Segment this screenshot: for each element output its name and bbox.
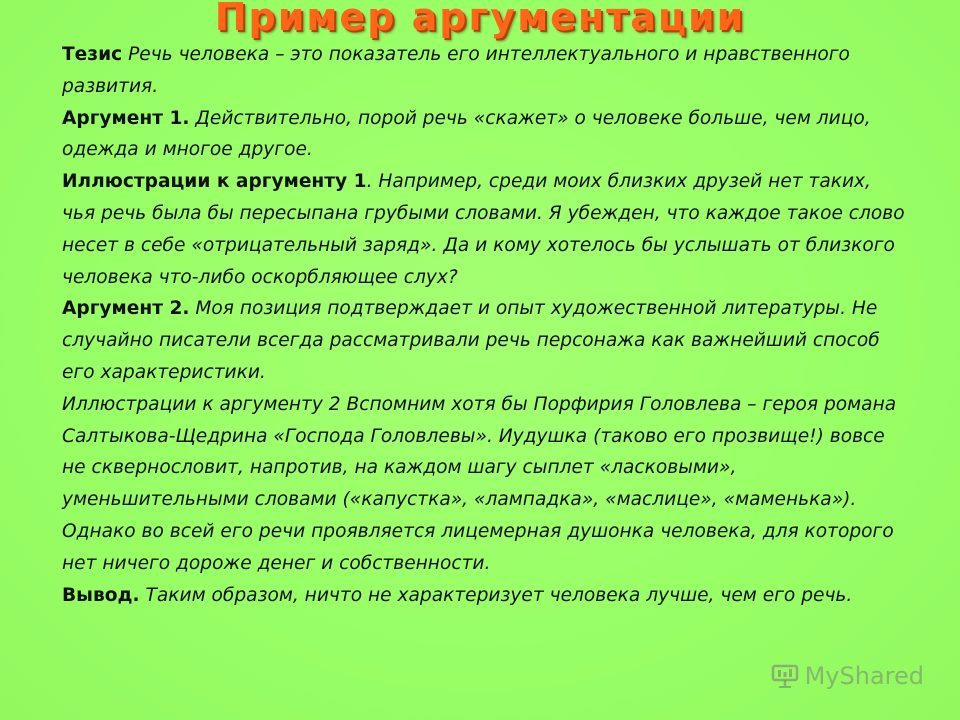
paragraph-text: . Например, среди моих близких друзей нет таких, чья речь была бы пересыпана грубыми словами. Я убежден, что каждое такое слово несет в себе «отрицательный заряд». Да и кому хотелось бы услышать от близкого человека что-либо оскорбляющее слух?	[62, 171, 905, 288]
paragraph-label: Аргумент 1.	[62, 107, 190, 129]
paragraph-text: Действительно, порой речь «скажет» о человеке больше, чем лицо, одежда и многое другое.	[62, 107, 871, 161]
paragraph-illustration-1	[62, 166, 907, 293]
paragraph-label: Иллюстрации к аргументу 1	[62, 171, 367, 193]
watermark-text: MyShared	[804, 662, 924, 690]
paragraph-label: Тезис	[62, 44, 123, 65]
paragraph-label: Аргумент 2.	[62, 298, 190, 320]
paragraph-argument-1	[62, 103, 907, 167]
presentation-board-icon	[771, 664, 799, 688]
paragraph-thesis	[62, 39, 907, 103]
paragraph-text: Речь человека – это показатель его интеллектуального и нравственного развития.	[62, 44, 850, 97]
watermark	[771, 662, 924, 690]
paragraph-text: Таким образом, ничто не характеризует человека лучше, чем его речь.	[139, 584, 853, 606]
paragraph-conclusion	[62, 580, 907, 612]
paragraph-label: Вывод.	[62, 584, 140, 606]
slide-body	[62, 39, 907, 611]
paragraph-illustration-2	[62, 389, 907, 580]
paragraph-text: Иллюстрации к аргументу 2 Вспомним хотя бы Порфирия Головлева – героя романа Салтыкова-Щедрина «Господа Головлевы». Иудушка (таково его прозвище!) вовсе не сквернословит, напротив, на каждом шагу сыплет «ласковыми», уменьшительными словами («капустка», «лампадка», «маслице», «маменька»). Однако во всей его речи проявляется лицемерная душонка человека, для которого нет ничего дороже денег и собственности.	[62, 393, 897, 574]
slide-title: Пример аргументации	[214, 0, 746, 39]
paragraph-text: Моя позиция подтверждает и опыт художественной литературы. Не случайно писатели всегда рассматривали речь персонажа как важнейший способ его характеристики.	[62, 298, 880, 383]
paragraph-argument-2	[62, 293, 907, 388]
